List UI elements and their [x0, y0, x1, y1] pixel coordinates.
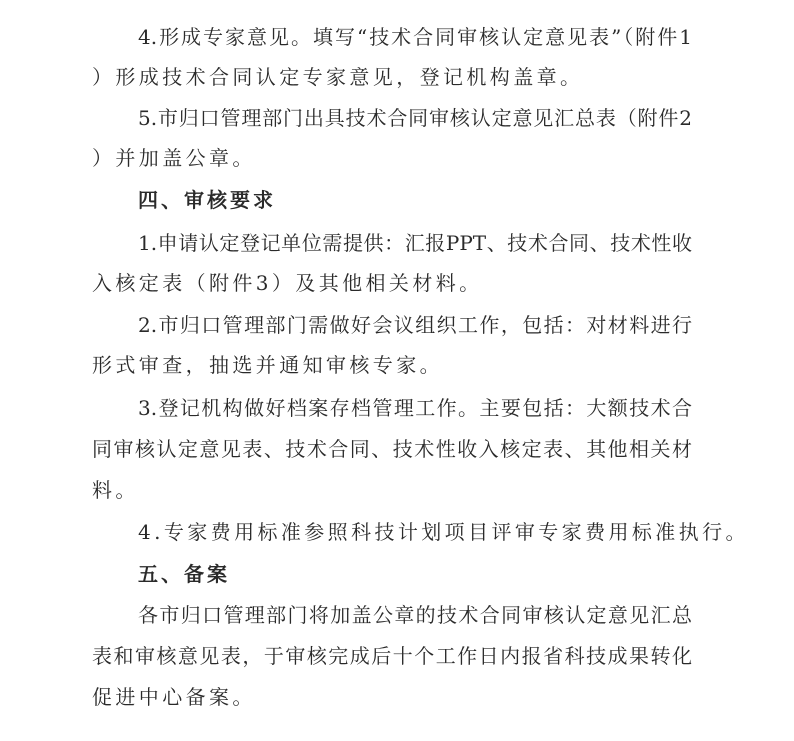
- s4-item3-line3: 料。: [92, 478, 139, 502]
- s4-item4-line1: 4.专家费用标准参照科技计划项目评审专家费用标准执行。: [138, 520, 749, 544]
- s4-item1-line1: 1.申请认定登记单位需提供：汇报PPT、技术合同、技术性收: [138, 231, 692, 255]
- p2-line2: ）并加盖公章。: [92, 146, 256, 170]
- s4-item2-line2: 形式审查，抽选并通知审核专家。: [92, 353, 443, 377]
- s4-item2-line1: 2.市归口管理部门需做好会议组织工作，包括：对材料进行: [138, 313, 692, 337]
- p1-line2: ）形成技术合同认定专家意见，登记机构盖章。: [92, 65, 584, 89]
- p2-line1: 5.市归口管理部门出具技术合同审核认定意见汇总表（附件2: [138, 106, 692, 130]
- section4-heading: 四、审核要求: [138, 188, 276, 212]
- s4-item3-line2: 同审核认定意见表、技术合同、技术性收入核定表、其他相关材: [92, 437, 692, 461]
- s5-para-line3: 促进中心备案。: [92, 685, 256, 709]
- s5-para-line2: 表和审核意见表，于审核完成后十个工作日内报省科技成果转化: [92, 644, 692, 668]
- p1-line1: 4.形成专家意见。填写“技术合同审核认定意见表”（附件1: [138, 25, 692, 49]
- s4-item1-line2: 入核定表（附件3）及其他相关材料。: [92, 271, 483, 295]
- section5-heading: 五、备案: [138, 562, 230, 586]
- s4-item3-line1: 3.登记机构做好档案存档管理工作。主要包括：大额技术合: [138, 396, 692, 420]
- s5-para-line1: 各市归口管理部门将加盖公章的技术合同审核认定意见汇总: [138, 603, 692, 627]
